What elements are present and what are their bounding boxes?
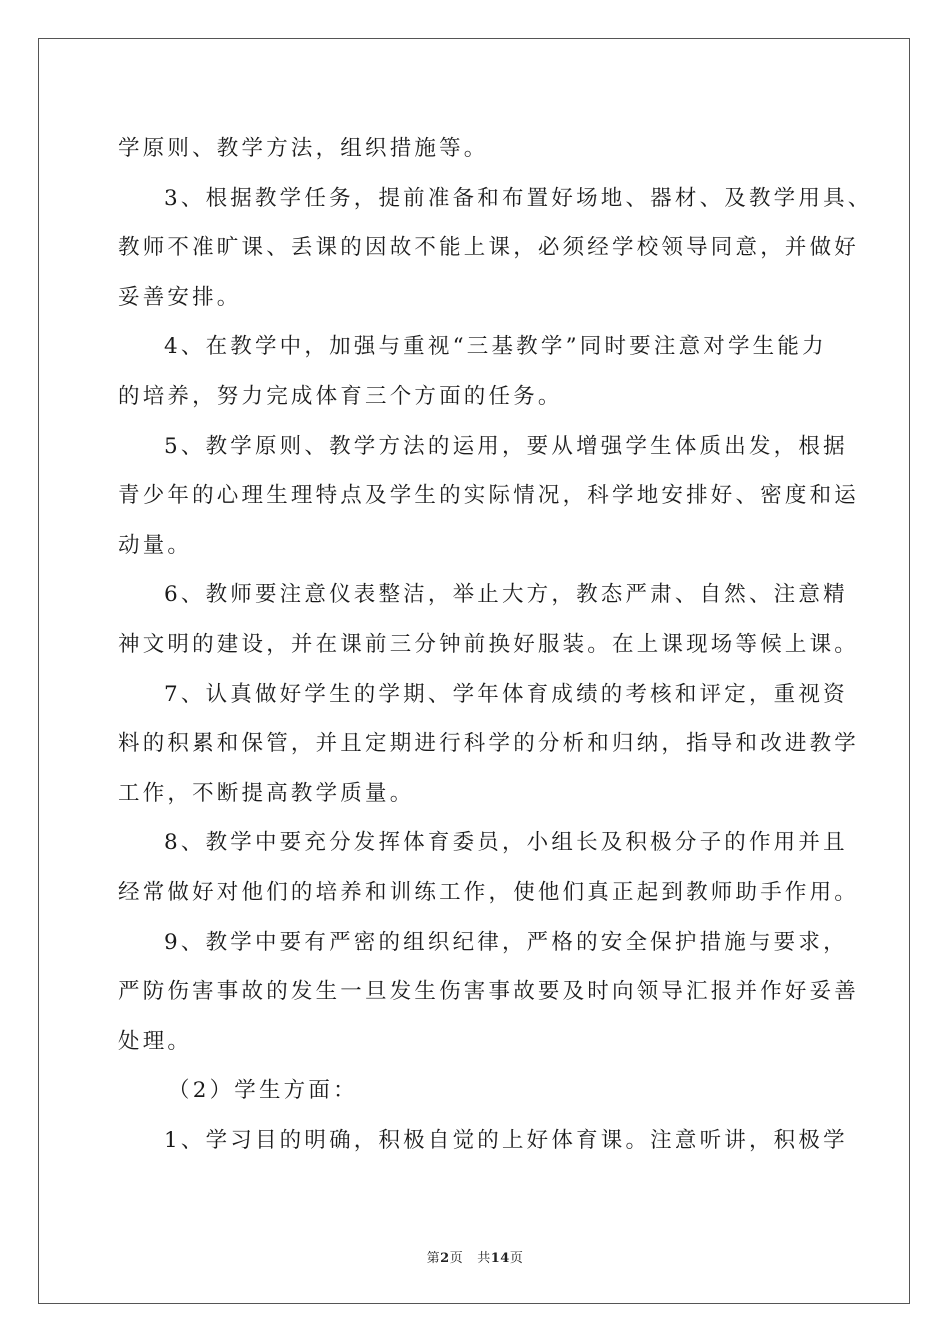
text-line: 料的积累和保管，并且定期进行科学的分析和归纳，指导和改进教学 — [118, 731, 860, 757]
text-line: 1、学习目的明确，积极自觉的上好体育课。注意听讲，积极学 — [164, 1127, 848, 1153]
text-line: 6、教师要注意仪表整洁，举止大方，教态严肃、自然、注意精 — [164, 582, 848, 608]
text-line: 8、教学中要充分发挥体育委员，小组长及积极分子的作用并且 — [164, 830, 848, 856]
text-line: 9、教学中要有严密的组织纪律，严格的安全保护措施与要求， — [164, 929, 848, 955]
page-footer — [0, 1247, 950, 1266]
text-line: 教师不准旷课、丢课的因故不能上课，必须经学校领导同意，并做好 — [118, 235, 860, 261]
text-line: 处理。 — [118, 1028, 193, 1054]
document-body — [118, 124, 873, 1165]
text-line: 4、在教学中，加强与重视“三基教学”同时要注意对学生能力 — [164, 334, 827, 360]
text-line: 妥善安排。 — [118, 284, 242, 310]
page-suffix: 页 — [449, 1251, 464, 1266]
text-line: 神文明的建设，并在课前三分钟前换好服装。在上课现场等候上课。 — [118, 631, 860, 657]
page-number: 2 — [440, 1251, 450, 1266]
text-line: 5、教学原则、教学方法的运用，要从增强学生体质出发，根据 — [164, 433, 848, 459]
text-line: 7、认真做好学生的学期、学年体育成绩的考核和评定，重视资 — [164, 681, 848, 707]
text-line: 动量。 — [118, 532, 193, 558]
text-line: 经常做好对他们的培养和训练工作，使他们真正起到教师助手作用。 — [118, 879, 860, 905]
total-pages: 14 — [490, 1251, 510, 1266]
text-line: 的培养，努力完成体育三个方面的任务。 — [118, 383, 563, 409]
page-prefix: 第 — [426, 1251, 441, 1266]
text-line: 3、根据教学任务，提前准备和布置好场地、器材、及教学用具、 — [164, 185, 873, 211]
text-line: 学原则、教学方法，组织措施等。 — [118, 136, 489, 161]
total-prefix: 共 — [477, 1251, 491, 1266]
total-suffix: 页 — [509, 1251, 524, 1266]
text-line: 工作，不断提高教学质量。 — [118, 780, 415, 806]
text-line: 严防伤害事故的发生一旦发生伤害事故要及时向领导汇报并作好妥善 — [118, 979, 860, 1005]
section-heading: （2）学生方面： — [168, 1078, 358, 1104]
text-line: 青少年的心理生理特点及学生的实际情况，科学地安排好、密度和运 — [118, 483, 860, 509]
